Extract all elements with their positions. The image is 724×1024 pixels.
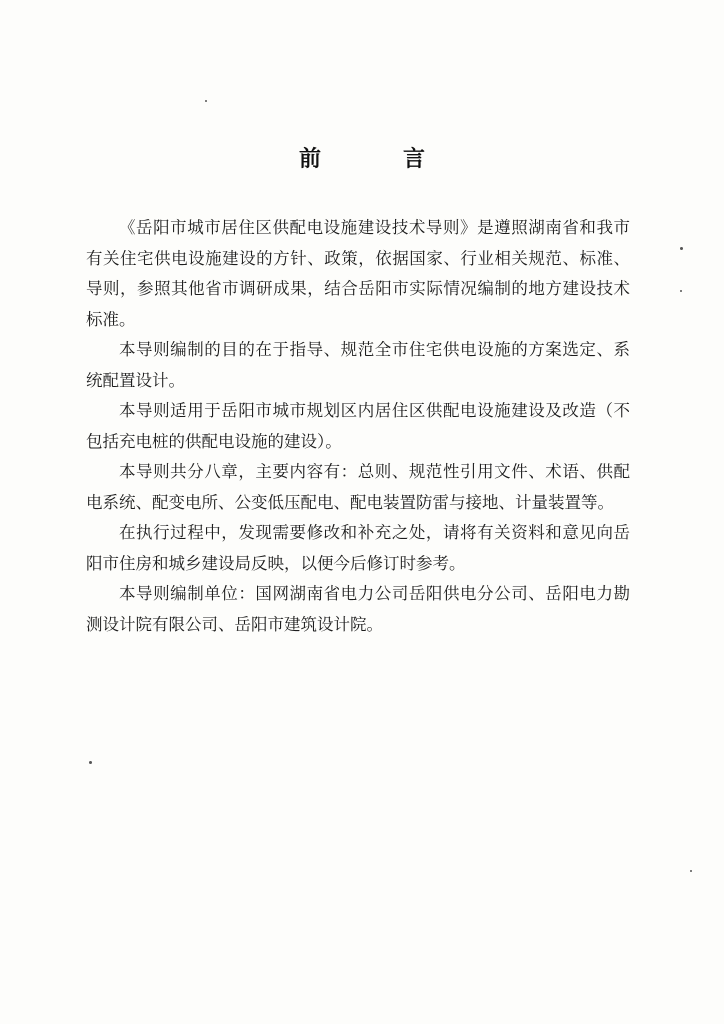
preface-body xyxy=(86,213,630,640)
paragraph-1: 《岳阳市城市居住区供配电设施建设技术导则》是遵照湖南省和我市有关住宅供电设施建设的方针、政策，依据国家、行业相关规范、标准、导则，参照其他省市调研成果，结合岳阳市实际情况编制的地方建设技术标准。 xyxy=(86,218,630,329)
scan-speck xyxy=(205,100,207,102)
paragraph-2: 本导则编制的目的在于指导、规范全市住宅供电设施的方案选定、系统配置设计。 xyxy=(86,340,630,390)
paragraph-5: 在执行过程中，发现需要修改和补充之处，请将有关资料和意见向岳阳市住房和城乡建设局反映，以便今后修订时参考。 xyxy=(86,523,630,573)
scan-speck xyxy=(680,290,682,292)
paragraph-3: 本导则适用于岳阳市城市规划区内居住区供配电设施建设及改造（不包括充电桩的供配电设施的建设）。 xyxy=(86,401,630,451)
paragraph-4: 本导则共分八章，主要内容有：总则、规范性引用文件、术语、供配电系统、配变电所、公变低压配电、配电装置防雷与接地、计量装置等。 xyxy=(86,462,630,512)
scan-speck xyxy=(690,870,692,872)
scan-speck xyxy=(89,761,92,764)
scan-speck xyxy=(680,247,683,250)
paragraph-6: 本导则编制单位：国网湖南省电力公司岳阳供电分公司、岳阳电力勘测设计院有限公司、岳阳市建筑设计院。 xyxy=(86,584,630,634)
page-title: 前 言 xyxy=(298,146,455,172)
